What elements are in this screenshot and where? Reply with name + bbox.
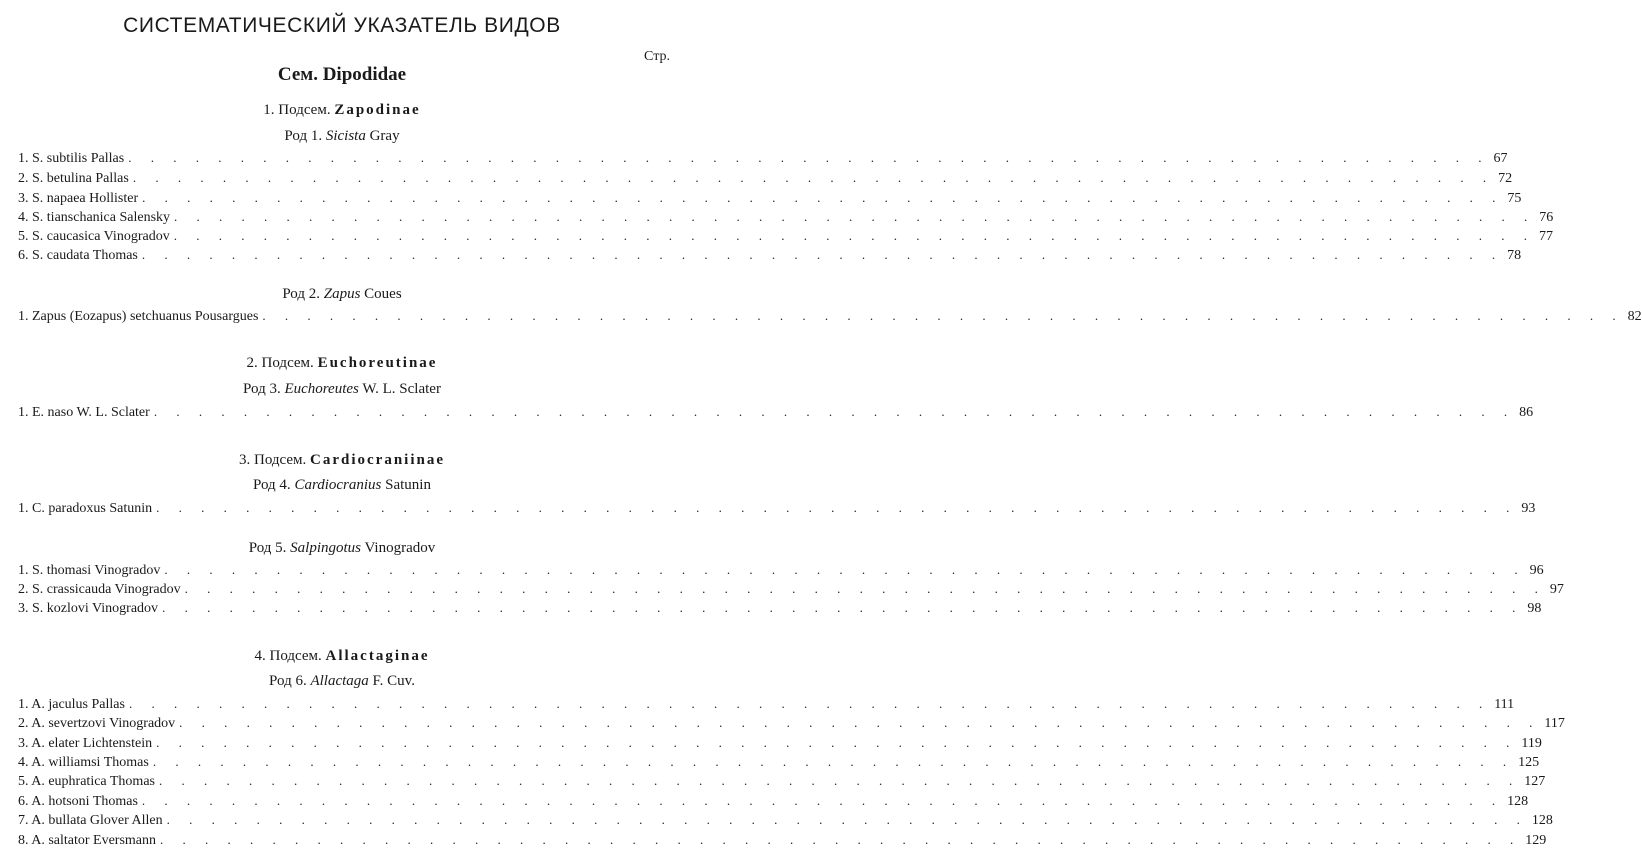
entry-species: 2. S. crassicauda Vinogradov	[18, 582, 181, 597]
index-entry	[18, 832, 1547, 851]
genus-prefix: Род 2.	[282, 286, 320, 302]
entry-species: 3. A. elater Lichtenstein	[18, 736, 153, 751]
subfamily-heading	[0, 355, 684, 372]
leader-dots: . . . . . . . . . . . . . . . . . . . . . . . . . . . . . . . . . . . . . . . . . . . . . . . . . . . . . . . . . . . . .	[128, 150, 1490, 165]
page-column-label: Стр.	[644, 49, 670, 64]
entry-species: 1. S. thomasi Vinogradov	[18, 563, 161, 578]
entry-page: 67	[1493, 151, 1508, 166]
entry-species: 8. A. saltator Eversmann	[18, 833, 157, 848]
entry-page: 128	[1507, 794, 1529, 809]
entry-species: 3. S. kozlovi Vinogradov	[18, 601, 159, 616]
leader-dots: . . . . . . . . . . . . . . . . . . . . . . . . . . . . . . . . . . . . . . . . . . . . . . . . . . . . . . . . . . . . .	[128, 696, 1491, 711]
entry-page: 98	[1527, 601, 1542, 616]
index-entry	[18, 247, 1522, 266]
entry-species: 6. S. caudata Thomas	[18, 248, 138, 263]
entry-page: 86	[1519, 405, 1534, 420]
entry-page: 111	[1494, 697, 1515, 712]
genus-heading	[0, 381, 684, 398]
entry-species: 2. A. severtzovi Vinogradov	[18, 716, 176, 731]
entry-page: 75	[1507, 191, 1522, 206]
genus-author: Vinogradov	[364, 540, 436, 556]
index-entry	[18, 696, 1515, 715]
index-entry	[18, 600, 1542, 619]
subfamily-heading	[0, 102, 684, 119]
leader-dots: . . . . . . . . . . . . . . . . . . . . . . . . . . . . . . . . . . . . . . . . . . . . . . . . . . . . . . . . . . . . .	[156, 735, 1518, 750]
subfamily-name: Euchoreutinae	[317, 355, 438, 371]
leader-dots: . . . . . . . . . . . . . . . . . . . . . . . . . . . . . . . . . . . . . . . . . . . . . . . . . . . . . . . . . . . . .	[184, 581, 1546, 596]
index-entry	[18, 773, 1546, 792]
entry-page: 72	[1498, 171, 1513, 186]
entry-page: 129	[1525, 833, 1547, 848]
subfamily-heading	[0, 452, 684, 469]
genus-prefix: Род 1.	[284, 128, 323, 144]
leader-dots: . . . . . . . . . . . . . . . . . . . . . . . . . . . . . . . . . . . . . . . . . . . . . . . . . . . . . . . . . . . . .	[141, 793, 1504, 808]
leader-dots: . . . . . . . . . . . . . . . . . . . . . . . . . . . . . . . . . . . . . . . . . . . . . . . . . . . . . . . . . . . . .	[132, 170, 1495, 185]
leader-dots: . . . . . . . . . . . . . . . . . . . . . . . . . . . . . . . . . . . . . . . . . . . . . . . . . . . . . . . . . . . . .	[262, 308, 1624, 323]
genus-heading	[0, 286, 684, 303]
entry-species: 1. S. subtilis Pallas	[18, 151, 125, 166]
subfamily-number: 1. Подсем.	[263, 102, 331, 118]
genus-prefix: Род 5.	[248, 540, 287, 556]
index-entry	[18, 793, 1529, 812]
entry-species: 3. S. napaea Hollister	[18, 191, 139, 206]
subfamily-number: 4. Подсем.	[254, 648, 322, 664]
entry-page: 97	[1549, 582, 1564, 597]
entry-species: 1. A. jaculus Pallas	[18, 697, 125, 712]
entry-page: 125	[1518, 755, 1540, 770]
leader-dots: . . . . . . . . . . . . . . . . . . . . . . . . . . . . . . . . . . . . . . . . . . . . . . . . . . . . . . . . . . . . .	[141, 247, 1504, 262]
subfamily-number: 3. Подсем.	[238, 452, 307, 468]
index-entry	[18, 735, 1542, 754]
entry-page: 93	[1521, 501, 1536, 516]
leader-dots: . . . . . . . . . . . . . . . . . . . . . . . . . . . . . . . . . . . . . . . . . . . . . . . . . . . . . . . . . . . . .	[179, 715, 1541, 730]
genus-name: Allactaga	[310, 673, 369, 689]
genus-name: Euchoreutes	[284, 381, 359, 397]
index-entry	[18, 209, 1554, 228]
subfamily-heading	[0, 648, 684, 665]
index-entry	[18, 150, 1508, 169]
entry-species: 5. A. euphratica Thomas	[18, 774, 155, 789]
genus-heading	[0, 673, 684, 690]
leader-dots: . . . . . . . . . . . . . . . . . . . . . . . . . . . . . . . . . . . . . . . . . . . . . . . . . . . . . . . . . . . . .	[153, 404, 1516, 419]
leader-dots: . . . . . . . . . . . . . . . . . . . . . . . . . . . . . . . . . . . . . . . . . . . . . . . . . . . . . . . . . . . . .	[174, 209, 1536, 224]
leader-dots: . . . . . . . . . . . . . . . . . . . . . . . . . . . . . . . . . . . . . . . . . . . . . . . . . . . . . . . . . . . . .	[156, 500, 1518, 515]
genus-name: Cardiocranius	[294, 477, 382, 493]
entry-page: 119	[1521, 736, 1542, 751]
entry-species: 6. A. hotsoni Thomas	[18, 794, 138, 809]
leader-dots: . . . . . . . . . . . . . . . . . . . . . . . . . . . . . . . . . . . . . . . . . . . . . . . . . . . . . . . . . . . . .	[152, 754, 1515, 769]
leader-dots: . . . . . . . . . . . . . . . . . . . . . . . . . . . . . . . . . . . . . . . . . . . . . . . . . . . . . . . . . . . . .	[160, 832, 1522, 847]
index-entry	[18, 228, 1553, 247]
genus-author: Gray	[369, 128, 400, 144]
entry-page: 117	[1544, 716, 1565, 731]
index-entry	[18, 500, 1536, 519]
entry-species: 7. A. bullata Glover Allen	[18, 813, 163, 828]
leader-dots: . . . . . . . . . . . . . . . . . . . . . . . . . . . . . . . . . . . . . . . . . . . . . . . . . . . . . . . . . . . . .	[164, 562, 1526, 577]
entry-species: 4. A. williamsi Thomas	[18, 755, 149, 770]
genus-heading	[0, 128, 684, 145]
entry-page: 128	[1531, 813, 1553, 828]
genus-prefix: Род 4.	[253, 477, 291, 493]
genus-name: Zapus	[323, 286, 361, 302]
entry-species: 2. S. betulina Pallas	[18, 171, 129, 186]
genus-prefix: Род 3.	[243, 381, 281, 397]
subfamily-name: Zapodinae	[334, 102, 421, 118]
index-entry	[18, 308, 1642, 327]
leader-dots: . . . . . . . . . . . . . . . . . . . . . . . . . . . . . . . . . . . . . . . . . . . . . . . . . . . . . . . . . . . . .	[159, 773, 1521, 788]
genus-name: Salpingotus	[290, 540, 361, 556]
entry-species: 4. S. tianschanica Salensky	[18, 210, 171, 225]
entry-page: 77	[1538, 229, 1553, 244]
entry-page: 96	[1529, 563, 1544, 578]
entry-page: 82	[1627, 309, 1642, 324]
index-entry	[18, 812, 1553, 831]
index-entry	[18, 562, 1544, 581]
genus-author: W. L. Sclater	[362, 381, 441, 397]
index-entry	[18, 581, 1564, 600]
entry-page: 127	[1524, 774, 1546, 789]
genus-author: F. Cuv.	[372, 673, 415, 689]
family-heading: Сем. Dipodidae	[277, 64, 407, 85]
subfamily-name: Allactaginae	[325, 648, 430, 664]
entry-species: 1. E. naso W. L. Sclater	[18, 405, 150, 420]
index-entry	[18, 190, 1522, 209]
page-title: СИСТЕМАТИЧЕСКИЙ УКАЗАТЕЛЬ ВИДОВ	[123, 14, 561, 37]
genus-author: Coues	[364, 286, 402, 302]
entry-species: 1. Zapus (Eozapus) setchuanus Pousargues	[18, 309, 259, 324]
leader-dots: . . . . . . . . . . . . . . . . . . . . . . . . . . . . . . . . . . . . . . . . . . . . . . . . . . . . . . . . . . . . .	[173, 228, 1535, 243]
index-entry	[18, 404, 1534, 423]
genus-heading	[0, 540, 684, 557]
entry-page: 76	[1539, 210, 1554, 225]
genus-author: Satunin	[385, 477, 431, 493]
leader-dots: . . . . . . . . . . . . . . . . . . . . . . . . . . . . . . . . . . . . . . . . . . . . . . . . . . . . . . . . . . . . .	[142, 190, 1504, 205]
genus-prefix: Род 6.	[269, 673, 307, 689]
genus-name: Sicista	[325, 128, 366, 144]
index-entry	[18, 754, 1540, 773]
entry-species: 1. C. paradoxus Satunin	[18, 501, 153, 516]
leader-dots: . . . . . . . . . . . . . . . . . . . . . . . . . . . . . . . . . . . . . . . . . . . . . . . . . . . . . . . . . . . . .	[166, 812, 1528, 827]
subfamily-number: 2. Подсем.	[246, 355, 314, 371]
subfamily-name: Cardiocraniinae	[310, 452, 446, 468]
entry-species: 5. S. caucasica Vinogradov	[18, 229, 170, 244]
leader-dots: . . . . . . . . . . . . . . . . . . . . . . . . . . . . . . . . . . . . . . . . . . . . . . . . . . . . . . . . . . . . .	[162, 600, 1524, 615]
genus-heading	[0, 477, 684, 494]
entry-page: 78	[1507, 248, 1522, 263]
index-entry	[18, 170, 1513, 189]
index-entry	[18, 715, 1565, 734]
